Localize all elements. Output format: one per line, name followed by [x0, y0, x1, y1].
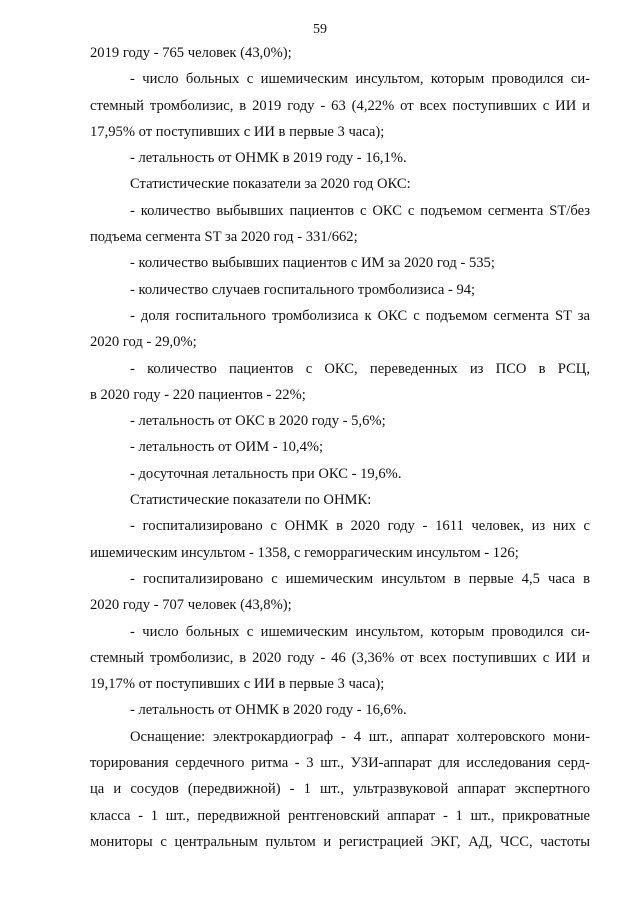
text-line: 19,17% от поступивших с ИИ в первые 3 часа); — [90, 676, 385, 693]
text-line: - доля госпитального тромболизиса к ОКС с подъемом сегмента ST за — [130, 307, 590, 324]
text-line: Статистические показатели за 2020 год ОКС: — [130, 176, 411, 193]
text-line: - число больных с ишемическим инсультом, которым проводился си- — [130, 71, 590, 88]
text-line: - летальность от ОНМК в 2019 году - 16,1%. — [130, 150, 407, 167]
text-line: 2019 году - 765 человек (43,0%); — [90, 45, 292, 61]
text-line: ца и сосудов (передвижной) - 1 шт., ультразвуковой аппарат экспертного — [90, 781, 590, 798]
document-body — [90, 40, 590, 855]
text-line: Оснащение: электрокардиограф - 4 шт., аппарат холтеровского мони- — [130, 728, 590, 745]
text-line: - летальность от ОИМ - 10,4%; — [130, 439, 324, 456]
text-line: в 2020 году - 220 пациентов - 22%; — [90, 386, 306, 403]
text-line: Статистические показатели по ОНМК: — [130, 492, 372, 509]
text-line: 2020 году - 707 человек (43,8%); — [90, 597, 292, 614]
text-line: - госпитализировано с ОНМК в 2020 году - 1611 человек, из них с — [130, 518, 590, 535]
text-line: торирования сердечного ритма - 3 шт., УЗИ-аппарат для исследования серд- — [90, 755, 590, 772]
text-line: - количество случаев госпитального тромболизиса - 94; — [130, 281, 476, 298]
text-line: мониторы с центральным пультом и регистрацией ЭКГ, АД, ЧСС, частоты — [90, 833, 590, 850]
text-line: 2020 год - 29,0%; — [90, 334, 197, 351]
text-line: - количество выбывших пациентов с ИМ за 2020 год - 535; — [130, 255, 495, 272]
text-line: - досуточная летальность при ОКС - 19,6%. — [130, 465, 402, 482]
text-line: - количество пациентов с ОКС, переведенных из ПСО в РСЦ, — [130, 360, 590, 377]
text-line: класса - 1 шт., передвижной рентгеновский аппарат - 1 шт., прикроватные — [90, 807, 590, 824]
text-line: стемный тромболизис, в 2019 году - 63 (4,22% от всех поступивших с ИИ и — [90, 97, 590, 114]
text-line: подъема сегмента ST за 2020 год - 331/662; — [90, 229, 358, 246]
text-line: - число больных с ишемическим инсультом, которым проводился си- — [130, 623, 590, 640]
text-line: ишемическим инсультом - 1358, с геморрагическим инсультом - 126; — [90, 544, 519, 561]
text-line: - летальность от ОНМК в 2020 году - 16,6%. — [130, 702, 407, 719]
text-line: 17,95% от поступивших с ИИ в первые 3 часа); — [90, 123, 385, 140]
page-number: 59 — [313, 22, 327, 37]
text-line: стемный тромболизис, в 2020 году - 46 (3,36% от всех поступивших с ИИ и — [90, 649, 590, 666]
text-line: - госпитализировано с ишемическим инсультом в первые 4,5 часа в — [130, 570, 590, 587]
text-line: - летальность от ОКС в 2020 году - 5,6%; — [130, 413, 386, 430]
text-line: - количество выбывших пациентов с ОКС с подъемом сегмента ST/без — [130, 202, 590, 219]
